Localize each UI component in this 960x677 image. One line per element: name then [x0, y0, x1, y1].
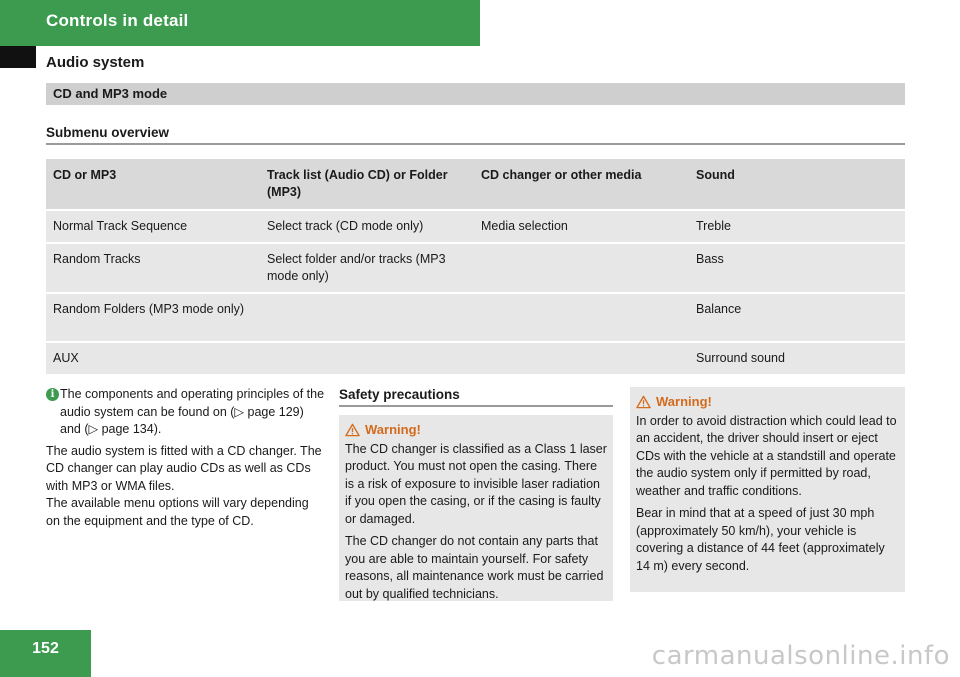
page-number-badge	[0, 630, 91, 677]
audio-info-column	[46, 386, 326, 530]
column-header: CD or MP3	[46, 159, 260, 209]
table-cell: AUX	[46, 343, 260, 374]
warning-heading	[345, 421, 607, 439]
table-cell: Select track (CD mode only)	[260, 211, 474, 242]
info-note	[46, 386, 326, 439]
warning-title: Warning!	[656, 394, 712, 409]
table-cell	[474, 343, 689, 374]
safety-heading: Safety precautions	[339, 387, 460, 402]
submenu-table	[46, 157, 905, 376]
table-cell: Select folder and/or tracks (MP3 mode only)	[260, 244, 474, 292]
table-cell: Normal Track Sequence	[46, 211, 260, 242]
submenu-heading: Submenu overview	[46, 125, 170, 140]
table-row	[46, 211, 905, 242]
warning-text: The CD changer is classified as a Class 1 laser product. You must not open the casing. There is a risk of exposure to invisible laser radiation if you open the casing, or if the casing is faulty or damaged.	[345, 441, 607, 526]
mode-band-label: CD and MP3 mode	[53, 86, 168, 101]
table-cell: Treble	[689, 211, 905, 242]
table-cell: Bass	[689, 244, 905, 292]
laser-warning-box	[339, 415, 613, 601]
warning-title: Warning!	[365, 422, 421, 437]
page-number: 152	[32, 640, 59, 657]
column-header: CD changer or other media	[474, 159, 689, 209]
column-header: Track list (Audio CD) or Folder (MP3)	[260, 159, 474, 209]
warning-text: The CD changer do not contain any parts that you are able to maintain yourself. For safety reasons, all maintenance work must be carried out by qualified technicians.	[345, 534, 604, 601]
info-icon: i	[46, 388, 59, 401]
warning-triangle-icon	[345, 423, 360, 437]
watermark: carmanualsonline.info	[651, 641, 950, 671]
menu-options-paragraph: The available menu options will vary depending on the equipment and the type of CD.	[46, 496, 309, 528]
section-title: Audio system	[46, 54, 145, 71]
column-header: Sound	[689, 159, 905, 209]
warning-text: Bear in mind that at a speed of just 30 mph (approximately 50 km/h), your vehicle is covering a distance of 44 feet (approximately 14 m) every second.	[636, 506, 885, 573]
chapter-title: Controls in detail	[46, 11, 189, 30]
table-cell	[260, 294, 474, 341]
table-row	[46, 343, 905, 374]
table-row	[46, 244, 905, 292]
table-cell	[474, 294, 689, 341]
warning-heading	[636, 393, 899, 411]
table-cell: Surround sound	[689, 343, 905, 374]
table-cell	[474, 244, 689, 292]
table-cell: Random Folders (MP3 mode only)	[46, 294, 260, 341]
section-tab-marker	[0, 46, 36, 68]
table-cell: Balance	[689, 294, 905, 341]
distraction-warning-box	[630, 387, 905, 592]
table-row	[46, 294, 905, 341]
warning-triangle-icon	[636, 395, 651, 409]
submenu-heading-rule	[46, 143, 905, 145]
warning-text: In order to avoid distraction which could lead to an accident, the driver should insert or eject CDs with the vehicle at a standstill and operate the audio system only if permitted by road, weather and traffic conditions.	[636, 413, 897, 498]
mode-band	[46, 83, 905, 105]
table-cell	[260, 343, 474, 374]
info-note-text: The components and operating principles of the audio system can be found on (▷ page 129) and (▷ page 134).	[60, 387, 325, 436]
table-cell: Media selection	[474, 211, 689, 242]
table-header-row	[46, 159, 905, 209]
safety-heading-rule	[339, 405, 613, 407]
table-cell: Random Tracks	[46, 244, 260, 292]
audio-system-paragraph: The audio system is fitted with a CD changer. The CD changer can play audio CDs as well as CDs with MP3 or WMA files.	[46, 443, 322, 493]
